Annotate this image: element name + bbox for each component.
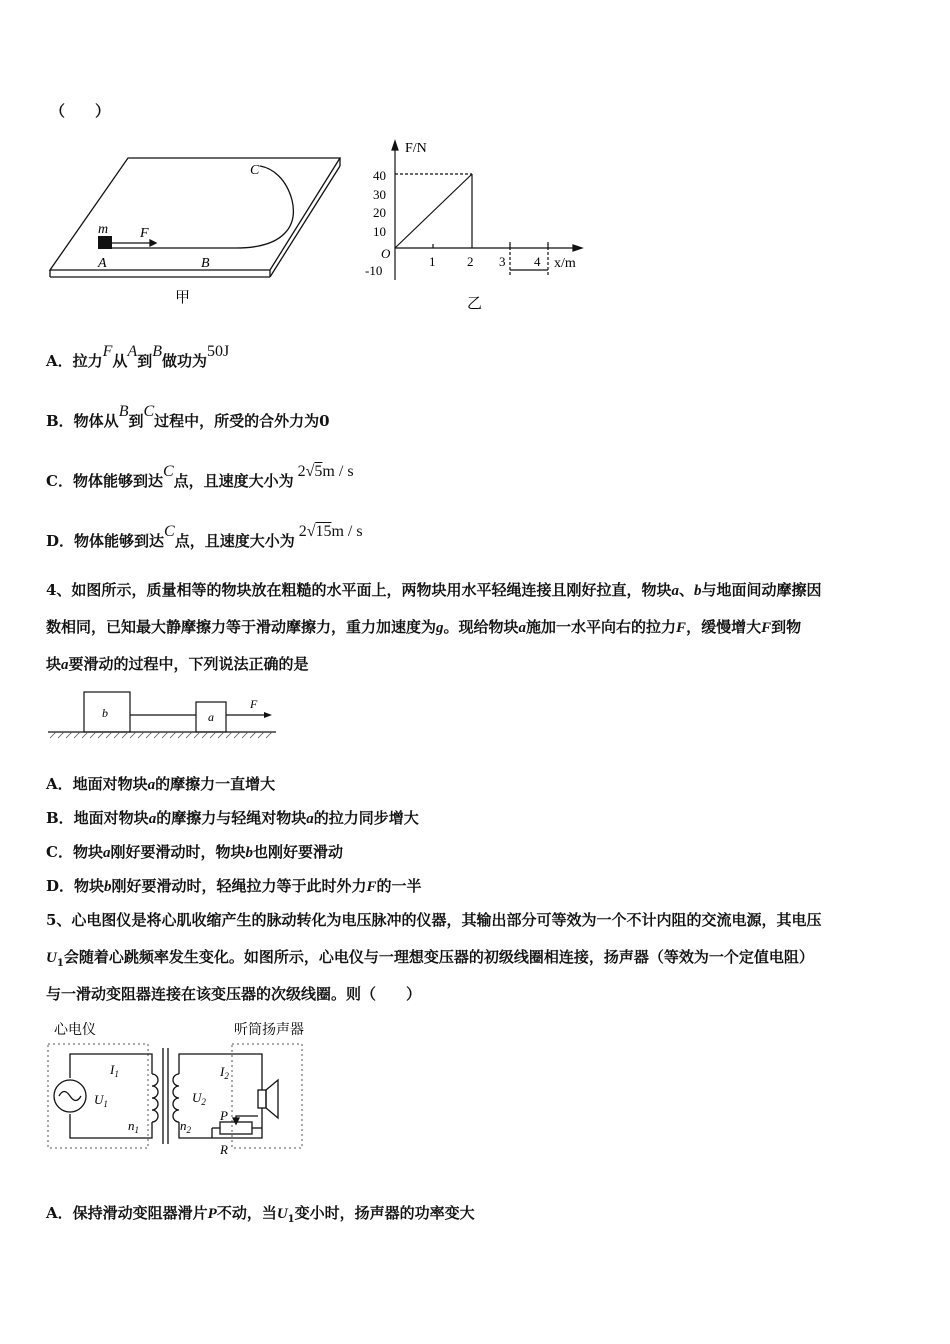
label-force-F: F xyxy=(250,697,258,711)
xtick-3: 3 xyxy=(499,254,506,269)
label-F: F xyxy=(140,226,149,241)
label-I2: $I_2$ xyxy=(220,1064,229,1081)
label-U2: $U_2$ xyxy=(192,1090,206,1107)
xtick-4: 4 xyxy=(534,254,541,269)
q4-option-d: D．物块b刚好要滑动时，轻绳拉力等于此时外力F的一半 xyxy=(46,877,422,895)
ytick-10: 10 xyxy=(373,224,386,239)
speaker-label: 听筒扬声器 xyxy=(234,1023,304,1038)
caption-yi: 乙 xyxy=(467,296,483,312)
q5-stem: 5、心电图仪是将心肌收缩产生的脉动转化为电压脉冲的仪器，其输出部分可等效为一个不计内阻的交流电源，其电压 $U_1$会随着心跳频率发生变化。如图所示，心电仪与一理想变压器的初级线圈相连接，扬声器（等效为一个定值电阻） 与一滑动变阻器连接在该变压器的次级线圈。则（ ） xyxy=(46,911,822,1003)
q4-stem: 4、如图所示，质量相等的物块放在粗糙的水平面上，两物块用水平轻绳连接且刚好拉直，物块a、b与地面间动摩擦因 数相同，已知最大静摩擦力等于滑动摩擦力，重力加速度为g。现给物块a施加一水平向右的拉力F，缓慢增大F到物 块a要滑动的过程中，下列说法正确的是 xyxy=(46,581,822,673)
label-block-a: a xyxy=(208,710,214,724)
caption-jia: 甲 xyxy=(175,290,191,306)
label-B: B xyxy=(201,256,210,271)
q3-option-a: A．拉力F从A到B做功为50J xyxy=(46,343,230,370)
q4-option-a: A．地面对物块a的摩擦力一直增大 xyxy=(46,775,276,793)
ecg-label: 心电仪 xyxy=(54,1023,96,1038)
q4-option-b: B．地面对物块a的摩擦力与轻绳对物块a的拉力同步增大 xyxy=(46,809,419,827)
label-R: R xyxy=(220,1142,228,1157)
label-P: P xyxy=(220,1108,228,1123)
label-block-b: b xyxy=(102,706,108,720)
blocks-figure xyxy=(46,688,281,748)
ytick-20: 20 xyxy=(373,205,386,220)
graph-xlabel: x/m xyxy=(554,256,576,271)
answer-bracket: （ ） xyxy=(50,102,111,120)
label-n1: $n_1$ xyxy=(128,1118,139,1135)
xtick-1: 1 xyxy=(429,254,436,269)
xtick-2: 2 xyxy=(467,254,474,269)
plane-diagram xyxy=(50,158,340,277)
block-m xyxy=(98,236,112,249)
q5-option-a: A．保持滑动变阻器滑片P不动，当$U_1$变小时，扬声器的功率变大 xyxy=(46,1204,475,1225)
ytick-40: 40 xyxy=(373,168,386,183)
ytick-30: 30 xyxy=(373,187,386,202)
label-U1: $U_1$ xyxy=(94,1092,108,1109)
graph-ylabel: F/N xyxy=(405,141,427,156)
label-n2: $n_2$ xyxy=(180,1118,191,1135)
label-m: m xyxy=(98,222,109,237)
q3-option-c: C．物体能够到达C点，且速度大小为2√5m / s xyxy=(46,463,354,490)
label-A: A xyxy=(98,256,107,271)
figure-plane-and-graph xyxy=(40,130,600,315)
ytick-neg10: -10 xyxy=(365,263,383,278)
q4-option-c: C．物块a刚好要滑动时，物块b也刚好要滑动 xyxy=(46,843,343,861)
q3-option-b: B．物体从B到C过程中，所受的合外力为0 xyxy=(46,403,330,430)
label-I1: $I_1$ xyxy=(110,1062,119,1079)
label-C: C xyxy=(250,163,260,178)
q3-option-d: D．物体能够到达C点，且速度大小为2√15m / s xyxy=(46,523,363,550)
graph-origin: O xyxy=(381,246,391,261)
circuit-figure xyxy=(44,1018,319,1166)
